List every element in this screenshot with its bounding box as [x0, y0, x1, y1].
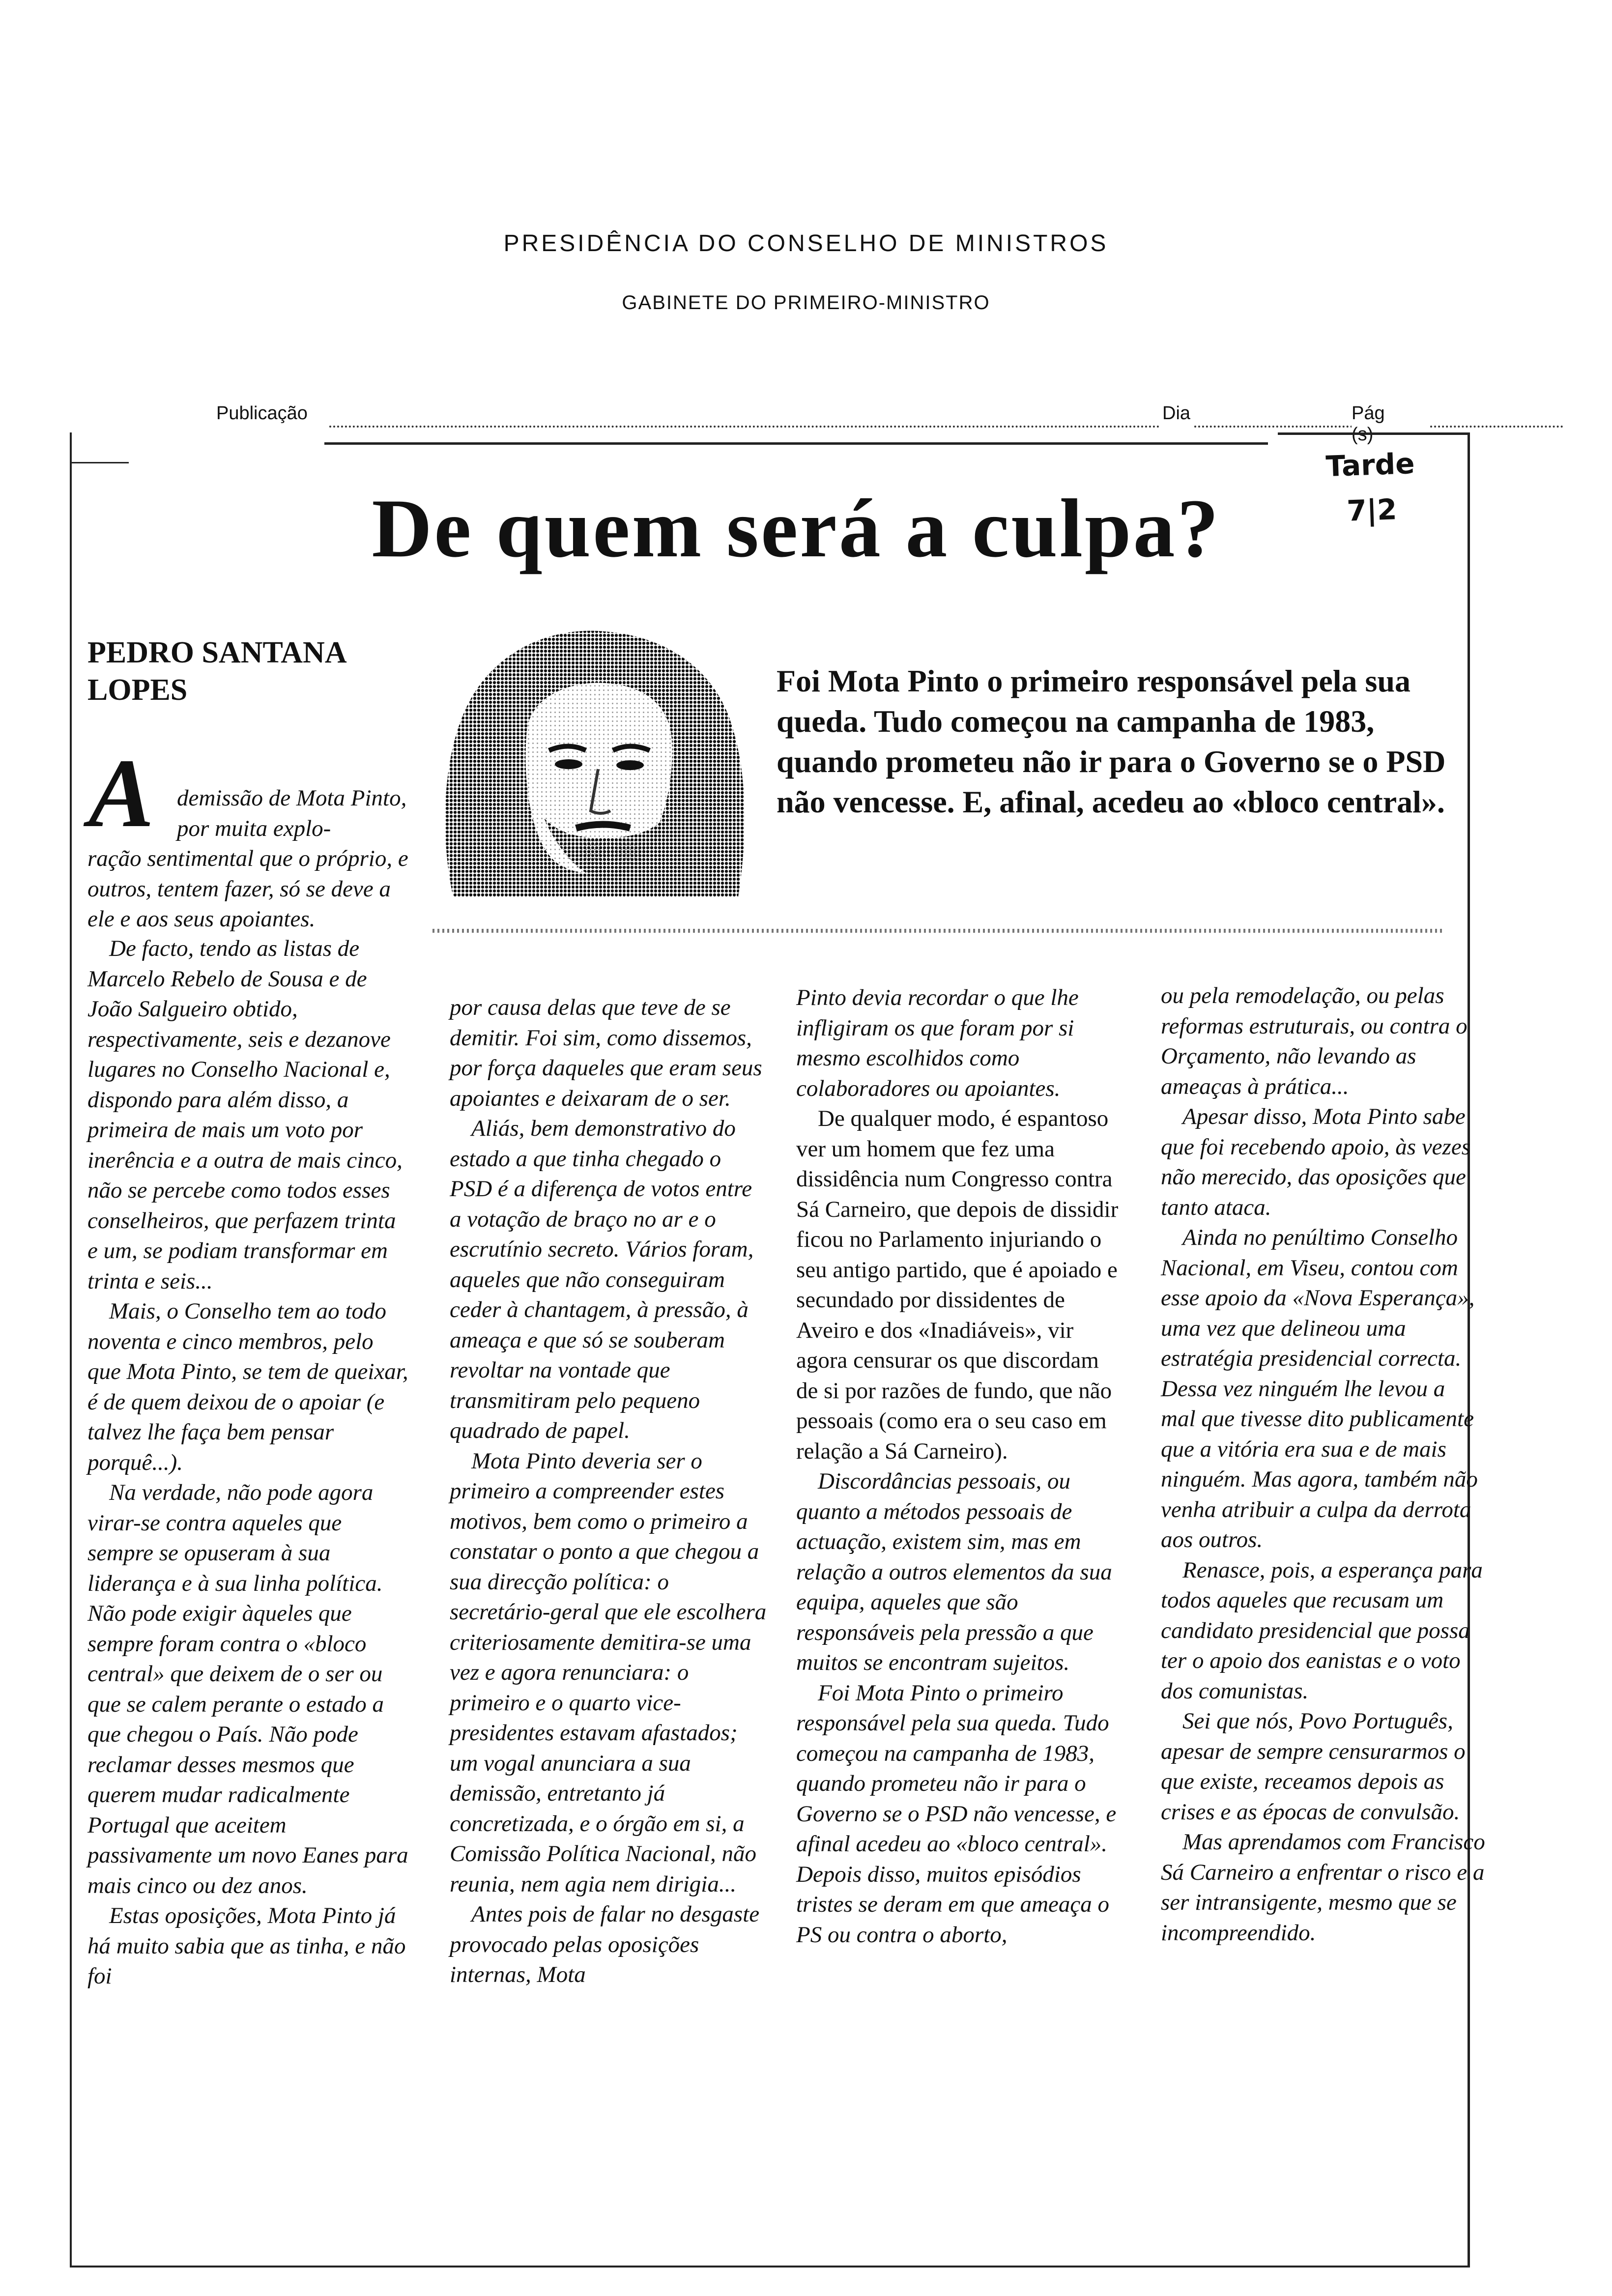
article-column-1	[87, 934, 412, 1992]
article-column-3	[796, 983, 1121, 1950]
paragraph: Ainda no penúltimo Conselho Nacional, em Viseu, contou com esse apoio da «Nova Esperança», uma vez que delineou uma estratégia presidencial correcta. Dessa vez ninguém lhe levou a mal que tivesse dito publicamente que a vitória era sua e de mais ninguém. Mas agora, também não venha atribuir a culpa da derrota aos outros.	[1161, 1225, 1478, 1552]
paragraph: Mota Pinto deveria ser o primeiro a compreender estes motivos, bem como o primeiro a constatar o ponto a que chegou a sua direcção política: o secretário-geral que ele escolhera criteriosamente demitira-se uma vez e agora renunciara: o primeiro e o quarto vice-presidentes estavam afastados; um vogal anunciara a sua demissão, entretanto já concretizada, e o órgão em si, a Comissão Política Nacional, não reunia, nem agia nem dirigia...	[450, 1448, 767, 1897]
paragraph: Sei que nós, Povo Português, apesar de sempre censurarmos o que existe, receamos depois as crises e as épocas de convulsão.	[1161, 1708, 1466, 1825]
frame-top-rule-right	[1278, 432, 1468, 435]
paragraph: por causa delas que teve de se demitir. Foi sim, como dissemos, por força daqueles que eram seus apoiantes e deixaram de o ser.	[450, 995, 762, 1111]
article-column-4	[1161, 981, 1485, 1948]
paragraph: ou pela remodelação, ou pelas reformas estruturais, ou contra o Orçamento, não levando as ameaças à prática...	[1161, 983, 1468, 1099]
publicacao-label: Publicação	[216, 403, 310, 424]
intro-text-2: ração sentimental que o próprio, e outros, tentem fazer, só se deve a ele e aos seus apoiantes.	[87, 846, 408, 932]
section-separator	[432, 926, 1445, 935]
letterhead-title: PRESIDÊNCIA DO CONSELHO DE MINISTROS	[503, 230, 1109, 257]
paragraph: De qualquer modo, é espantoso ver um homem que fez uma dissidência num Congresso contra Sá Carneiro, que depois de dissidir ficou no Parlamento injuriando o seu antigo partido, que é apoiado e secundado por dissidentes de Aveiro e dos «Inadiáveis», vir agora censurar os que discordam de si por razões de fundo, que não pessoais (como era o seu caso em relação a Sá Carneiro).	[796, 1106, 1119, 1464]
paragraph: Antes pois de falar no desgaste provocado pelas oposições internas, Mota	[450, 1901, 760, 1987]
article-byline: PEDRO SANTANA LOPES	[87, 636, 345, 707]
article-headline: De quem será a culpa?	[372, 482, 1221, 574]
publicacao-dotted-line	[329, 426, 1160, 428]
drop-cap: A	[88, 739, 154, 848]
paragraph: Mais, o Conselho tem ao todo noventa e cinco membros, pelo que Mota Pinto, se tem de queixar, é de quem deixou de o apoiar (e talvez lhe faça bem pensar porquê...).	[87, 1298, 408, 1475]
article-standfirst: Foi Mota Pinto o primeiro responsável pela sua queda. Tudo começou na campanha de 1983, quando prometeu não ir para o Governo se o PSD não vencesse. E, afinal, acedeu ao «bloco central».	[777, 663, 1446, 819]
paragraph: Apesar disso, Mota Pinto sabe que foi recebendo apoio, às vezes não merecido, das oposições que tanto ataca.	[1161, 1104, 1470, 1220]
paragraph: De facto, tendo as listas de Marcelo Rebelo de Sousa e de João Salgueiro obtido, respectivamente, seis e dezanove lugares no Conselho Nacional e, dispondo para além disso, a primeira de mais um voto por inerência e a outra de mais cinco, não se percebe como todos esses conselheiros, que perfazem trinta e um, se podiam transformar em trinta e seis...	[87, 936, 403, 1294]
handwritten-note-line2: 7|2	[1346, 492, 1398, 528]
pag-dotted-line	[1430, 426, 1563, 428]
paragraph: Mas aprendamos com Francisco Sá Carneiro a enfrentar o risco e a ser intransigente, mesmo que se incompreendido.	[1161, 1829, 1485, 1946]
handwritten-note-line1: Tarde	[1325, 446, 1415, 484]
paragraph: Na verdade, não pode agora virar-se contra aqueles que sempre se opuseram à sua liderança e à sua linha política. Não pode exigir àqueles que sempre foram contra o «bloco central» que deixem de o ser ou que se calem perante o estado a que chegou o País. Não pode reclamar desses mesmos que querem mudar radicalmente Portugal que aceitem passivamente um novo Eanes para mais cinco ou dez anos.	[87, 1480, 408, 1898]
paragraph: Renasce, pois, a esperança para todos aqueles que recusam um candidato presidencial que possa ter o apoio dos eanistas e o voto dos comunistas.	[1161, 1557, 1483, 1704]
paragraph: Foi Mota Pinto o primeiro responsável pela sua queda. Tudo começou na campanha de 1983, quando prometeu não ir para o Governo se o PSD não vencesse, e afinal acedeu ao «bloco central». Depois disso, muitos episódios tristes se deram em que ameaça o PS ou contra o aborto,	[796, 1680, 1117, 1948]
letterhead-subtitle: GABINETE DO PRIMEIRO-MINISTRO	[622, 292, 990, 314]
pag-label: Pág (s)	[1352, 403, 1387, 445]
paragraph: Estas oposições, Mota Pinto já há muito sabia que as tinha, e não foi	[87, 1903, 406, 1989]
frame-top-rule	[324, 442, 1268, 445]
intro-text-1: demissão de Mota Pinto, por muita explo-	[177, 785, 407, 841]
author-photo	[433, 622, 773, 897]
paragraph: Pinto devia recordar o que lhe infligiram os que foram por si mesmo escolhidos como colaboradores ou apoiantes.	[796, 985, 1079, 1101]
paragraph: Aliás, bem demonstrativo do estado a que tinha chegado o PSD é a diferença de votos entre a votação de braço no ar e o escrutínio secreto. Vários foram, aqueles que não conseguiram ceder à chantagem, à pressão, à ameaça e que só se souberam revoltar na vontade que transmitiram pelo pequeno quadrado de papel.	[450, 1116, 754, 1443]
dia-dotted-line	[1194, 426, 1356, 428]
article-column-2	[450, 993, 769, 1990]
frame-top-left-tick	[70, 462, 129, 463]
publication-form-row	[216, 403, 1385, 445]
paragraph: Discordâncias pessoais, ou quanto a métodos pessoais de actuação, existem sim, mas em relação a outros elementos da sua equipa, aqueles que são responsáveis pela pressão a que muitos se encontram sujeitos.	[796, 1468, 1112, 1675]
dia-label: Dia	[1162, 403, 1192, 424]
